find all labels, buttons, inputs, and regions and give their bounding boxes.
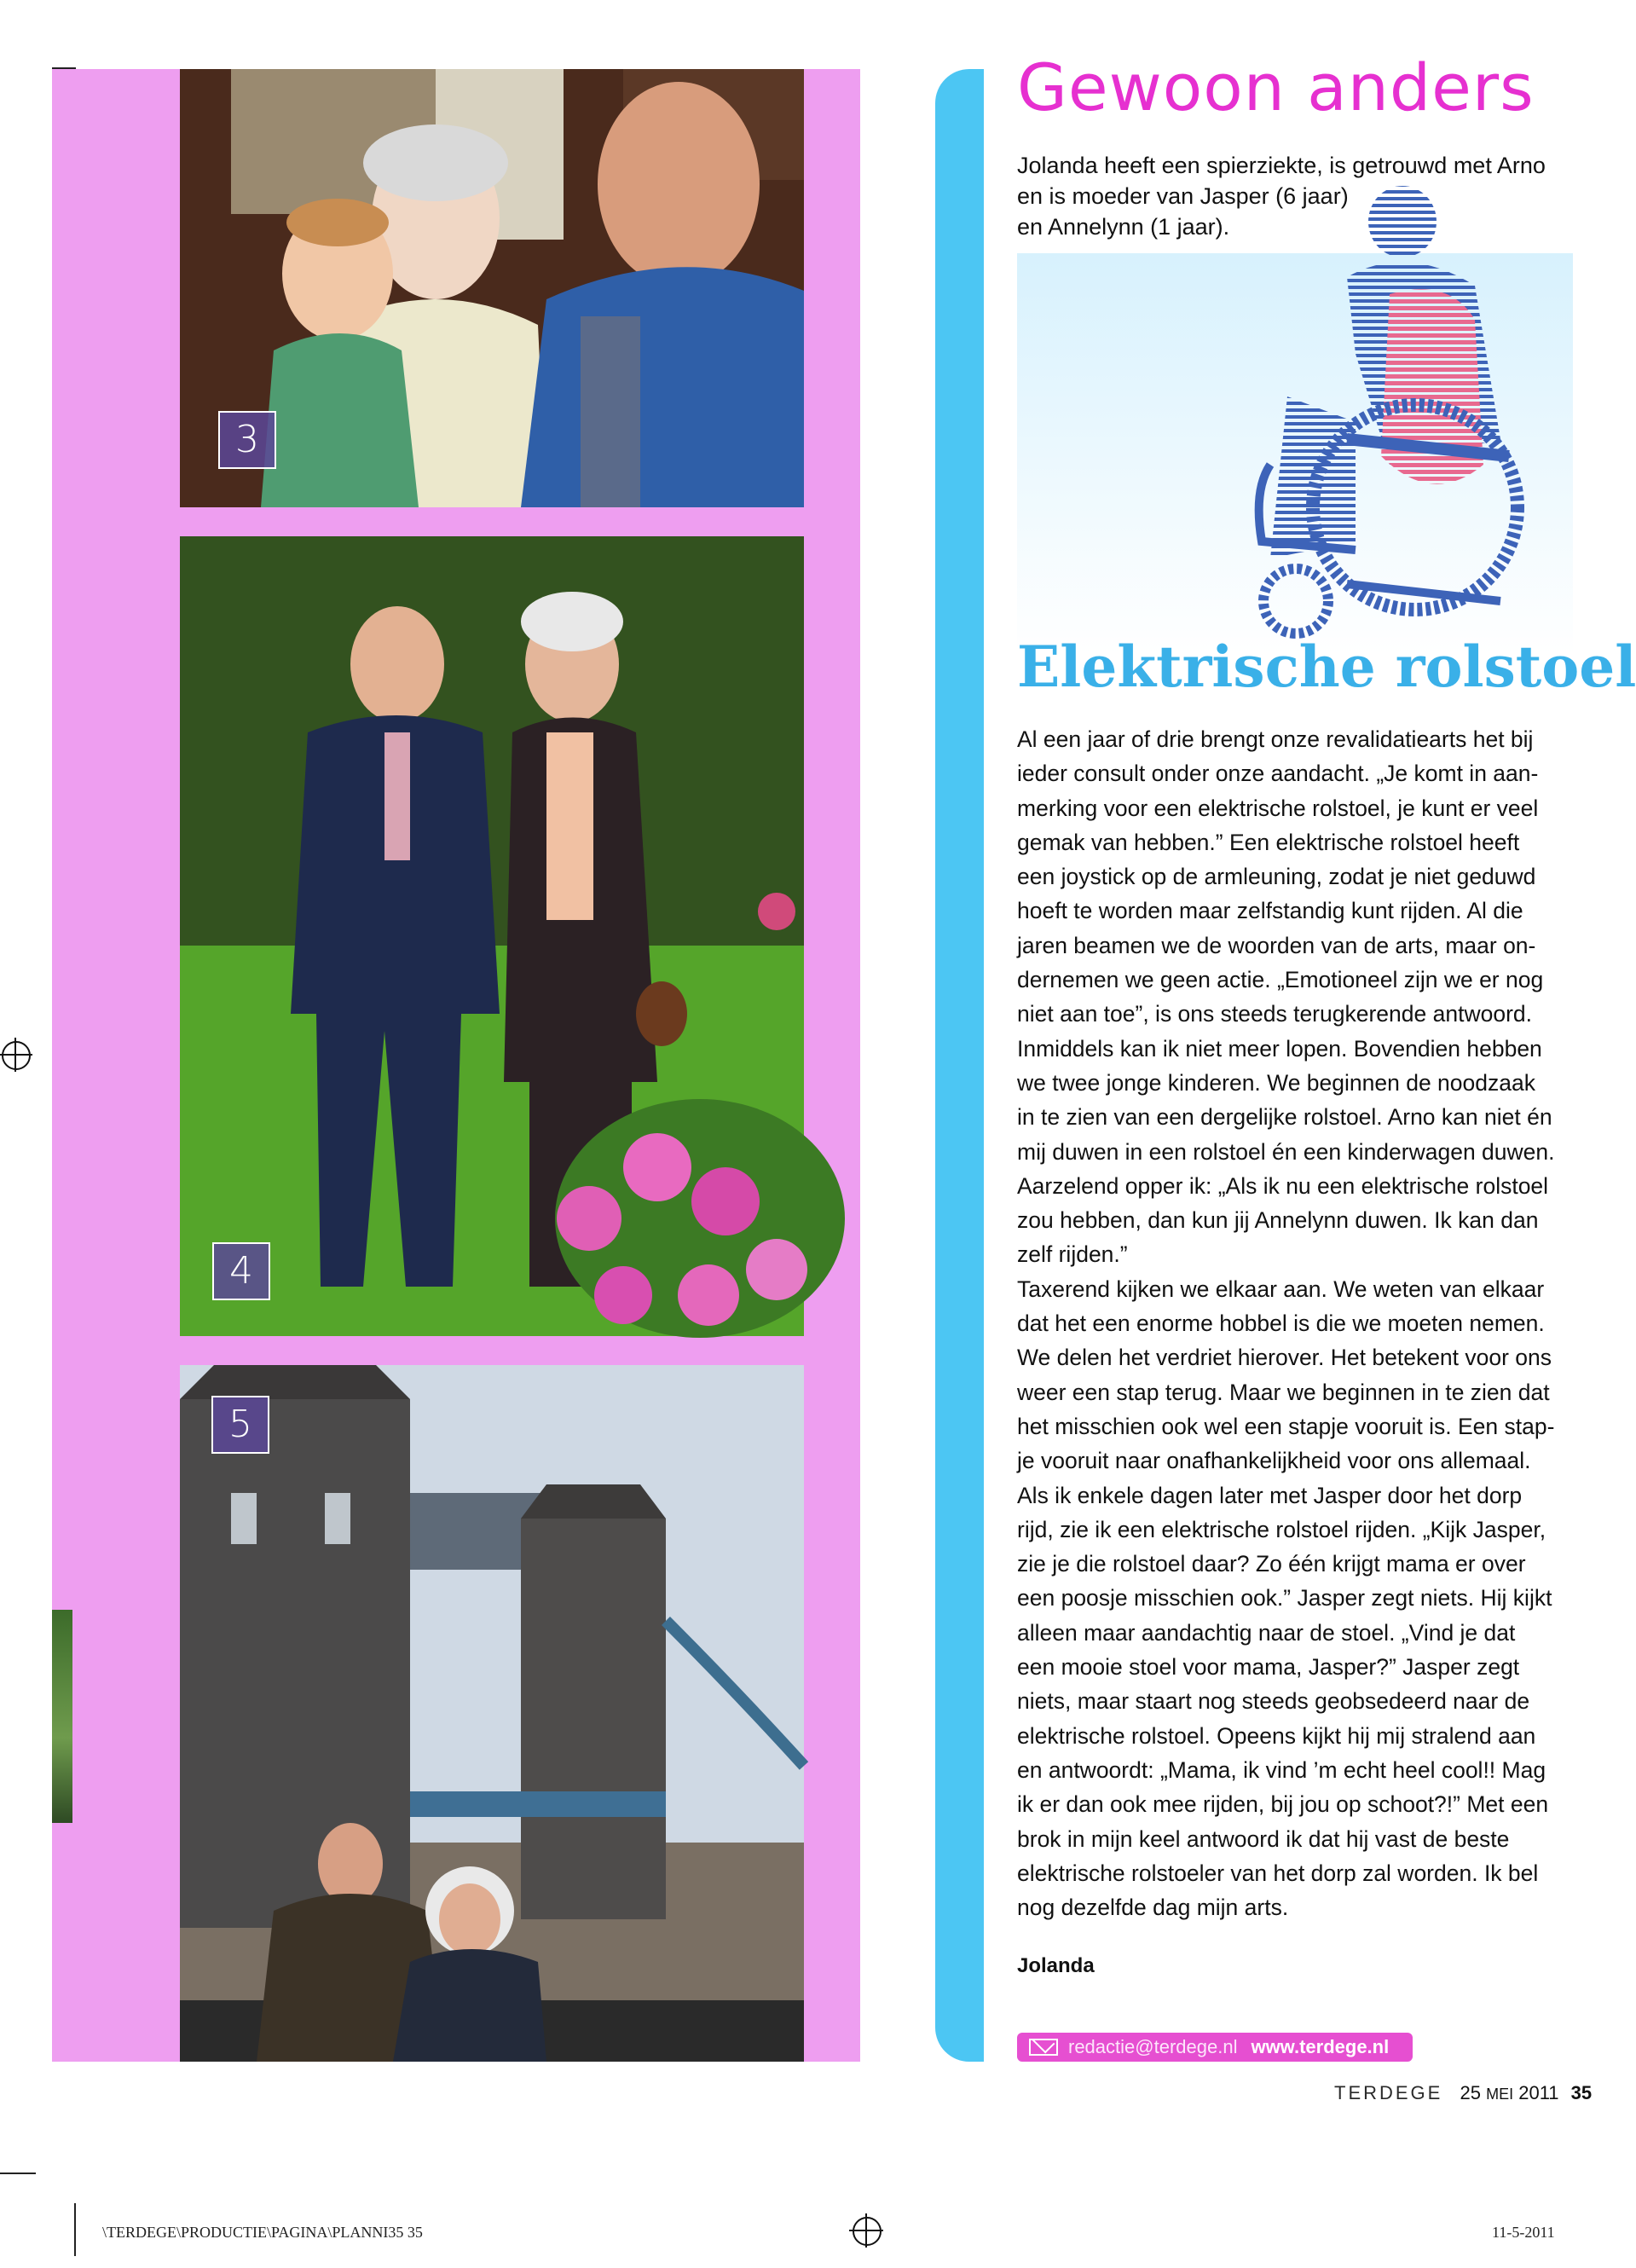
issue-day: 25	[1460, 2082, 1481, 2103]
body-line: merking voor een elektrische rolstoel, je kunt er veel	[1017, 795, 1539, 821]
crop-mark	[74, 2203, 76, 2256]
body-line: ik er dan ook mee rijden, bij jou op schoot?!” Met een	[1017, 1791, 1549, 1818]
body-line: Inmiddels kan ik niet meer lopen. Bovendien hebben	[1017, 1035, 1542, 1062]
body-line: jaren beamen we de woorden van de arts, maar on-	[1017, 932, 1536, 958]
body-line: het misschien ook wel een stapje vooruit is. Een stap-	[1017, 1413, 1555, 1439]
photo-number-badge: 5	[211, 1396, 269, 1454]
body-line: in te zien van een dergelijke rolstoel. Arno kan niet én	[1017, 1104, 1552, 1131]
crop-mark	[52, 67, 76, 69]
crop-mark	[0, 2173, 36, 2174]
print-slug: \TERDEGE\PRODUCTIE\PAGINA\PLANNI35 35	[102, 2224, 423, 2241]
body-line: niet aan toe”, is ons steeds terugkerende antwoord.	[1017, 1001, 1532, 1027]
article-title: Gewoon anders	[1017, 49, 1535, 125]
page-number: 35	[1570, 2082, 1593, 2103]
body-line: en antwoordt: „Mama, ik vind ’m echt heel cool!! Mag	[1017, 1756, 1546, 1783]
body-line: dat het een enorme hobbel is die we moeten nemen.	[1017, 1310, 1545, 1337]
issue-month: MEI	[1486, 2086, 1514, 2103]
body-line: Aarzelend opper ik: „Als ik nu een elektrische rolstoel	[1017, 1172, 1549, 1199]
body-line: Taxerend kijken we elkaar aan. We weten van elkaar	[1017, 1276, 1545, 1302]
body-line: rijd, zie ik een elektrische rolstoel rijden. „Kijk Jasper,	[1017, 1516, 1546, 1542]
body-line: dernemen we geen actie. „Emotioneel zijn we er nog	[1017, 967, 1544, 993]
body-line: We delen het verdriet hierover. Het betekent voor ons	[1017, 1345, 1552, 1371]
body-line: we twee jonge kinderen. We beginnen de noodzaak	[1017, 1069, 1535, 1096]
registration-mark-icon	[853, 2217, 882, 2246]
adjacent-page-edge	[52, 1610, 72, 1823]
intro-line: en is moeder van Jasper (6 jaar)	[1017, 183, 1349, 209]
body-line: niets, maar staart nog steeds geobsedeerd naar de	[1017, 1688, 1530, 1715]
body-line: mij duwen in een rolstoel én een kinderwagen duwen.	[1017, 1138, 1555, 1165]
print-date: 11-5-2011	[1492, 2224, 1555, 2241]
photo-4-image	[180, 536, 804, 1336]
body-line: Als ik enkele dagen later met Jasper door het dorp	[1017, 1482, 1523, 1508]
body-line: Al een jaar of drie brengt onze revalidatiearts het bij	[1017, 726, 1534, 752]
body-line: elektrische rolstoel. Opeens kijkt hij mij stralend aan	[1017, 1722, 1536, 1749]
registration-mark-icon	[2, 1041, 31, 1070]
body-line: alleen maar aandachtig naar de stoel. „Vind je dat	[1017, 1619, 1516, 1646]
body-line: weer een stap terug. Maar we beginnen in te zien dat	[1017, 1379, 1550, 1405]
section-heading: Elektrische rolstoel	[1017, 634, 1636, 700]
intro-line: en Annelynn (1 jaar).	[1017, 214, 1230, 240]
body-line: brok in mijn keel antwoord ik dat hij vast de beste	[1017, 1825, 1510, 1852]
contact-email-link[interactable]: redactie@terdege.nl	[1068, 2036, 1238, 2057]
article-body	[1017, 722, 1573, 1924]
page-footer	[1334, 2082, 1592, 2104]
mail-icon	[1029, 2039, 1058, 2056]
contact-website-link[interactable]: www.terdege.nl	[1251, 2036, 1390, 2057]
photo-number-badge: 4	[212, 1242, 270, 1300]
body-line: ieder consult onder onze aandacht. „Je komt in aan-	[1017, 761, 1539, 787]
photo-3-grandparents-with-baby	[180, 69, 804, 507]
issue-year: 2011	[1518, 2082, 1559, 2103]
body-line: een joystick op de armleuning, zodat je niet geduwd	[1017, 864, 1536, 890]
body-line: zou hebben, dan kun jij Annelynn duwen. Ik kan dan	[1017, 1207, 1539, 1234]
blue-side-bar	[935, 69, 990, 2062]
body-line: je vooruit naar onafhankelijkheid voor ons allemaal.	[1017, 1448, 1531, 1474]
photo-4-elderly-couple-garden	[180, 536, 804, 1336]
body-line: zelf rijden.”	[1017, 1241, 1128, 1268]
body-line: een poosje misschien ook.” Jasper zegt niets. Hij kijkt	[1017, 1585, 1552, 1611]
magazine-name: TERDEGE	[1334, 2082, 1443, 2103]
body-line: hoeft te worden maar zelfstandig kunt rijden. Al die	[1017, 898, 1523, 924]
contact-bar	[1017, 2033, 1413, 2062]
photo-5-image	[180, 1365, 804, 2062]
photo-5-tower-bridge-london	[180, 1365, 804, 2062]
article-author: Jolanda	[1017, 1954, 1095, 1977]
body-line: gemak van hebben.” Een elektrische rolstoel heeft	[1017, 829, 1520, 855]
wheelchair-illustration	[1219, 183, 1573, 644]
intro-line: Jolanda heeft een spierziekte, is getrouwd met Arno	[1017, 153, 1546, 178]
body-line: nog dezelfde dag mijn arts.	[1017, 1895, 1289, 1921]
body-line: elektrische rolstoeler van het dorp zal worden. Ik bel	[1017, 1860, 1539, 1886]
photo-number-badge: 3	[218, 411, 276, 469]
body-line: zie je die rolstoel daar? Zo één krijgt mama er over	[1017, 1551, 1526, 1577]
body-line: een mooie stoel voor mama, Jasper?” Jasper zegt	[1017, 1654, 1520, 1681]
